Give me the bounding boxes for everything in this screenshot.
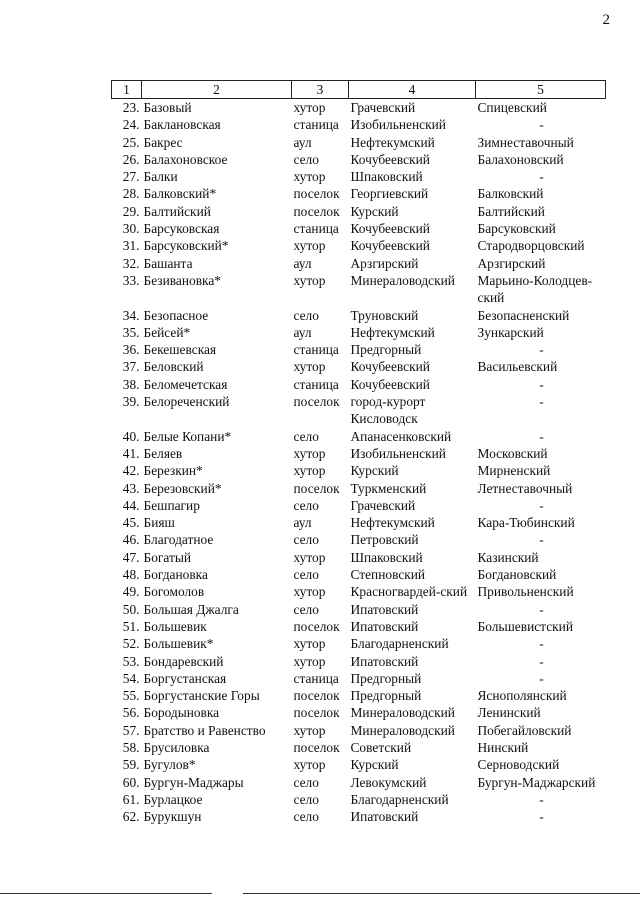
district: Изобильненский: [350, 445, 446, 461]
settlement-name: Бешпагир: [143, 497, 200, 513]
settlement-type: село: [293, 791, 319, 807]
settlement-name: Боргустанская: [143, 670, 227, 686]
row-number: 56.: [122, 705, 140, 721]
row-number: 45.: [122, 515, 140, 531]
settlement-type: село: [293, 532, 319, 548]
table-row: [112, 774, 606, 791]
settlement-type: станица: [293, 342, 339, 358]
municipality: Московский: [477, 445, 548, 461]
table-row: [112, 653, 606, 670]
table-row: [112, 151, 606, 168]
district: Шпаковский: [350, 549, 423, 565]
settlement-type: хутор: [293, 584, 326, 600]
municipality: Зункарский: [477, 324, 544, 340]
district: Предгорный: [350, 688, 422, 704]
settlement-type: село: [293, 774, 319, 790]
municipality: Марьино-Колодцев-ский: [477, 272, 593, 306]
municipality: Яснополянский: [477, 688, 567, 704]
row-number: 36.: [122, 342, 140, 358]
table-row: [112, 670, 606, 687]
settlement-type: село: [293, 809, 319, 825]
municipality: -: [539, 601, 544, 617]
district: Ипатовский: [350, 601, 419, 617]
settlement-type: поселок: [293, 186, 340, 202]
district: Предгорный: [350, 342, 422, 358]
settlement-type: поселок: [293, 203, 340, 219]
municipality: Богдановский: [477, 567, 557, 583]
settlement-type: село: [293, 601, 319, 617]
row-number: 25.: [122, 134, 140, 150]
municipality: Барсуковский: [477, 221, 556, 237]
settlement-name: Бугулов*: [143, 757, 196, 773]
row-number: 39.: [122, 394, 140, 410]
municipality: -: [539, 532, 544, 548]
settlement-type: поселок: [293, 618, 340, 634]
settlement-name: Богатый: [143, 549, 191, 565]
row-number: 30.: [122, 221, 140, 237]
settlement-name: Базовый: [143, 100, 192, 115]
settlement-type: станица: [293, 670, 339, 686]
district: Курский: [350, 203, 399, 219]
municipality: Стародворцовский: [477, 238, 585, 254]
table-row: [112, 480, 606, 497]
table-row: [112, 635, 606, 652]
table-row: [112, 255, 606, 272]
table-row: [112, 514, 606, 531]
row-number: 60.: [122, 774, 140, 790]
district: Кочубеевский: [350, 359, 430, 375]
table-row: [112, 791, 606, 808]
municipality: Балтийский: [477, 203, 545, 219]
settlement-name: Благодатное: [143, 532, 214, 548]
settlement-name: Балки: [143, 169, 178, 185]
municipality: -: [539, 809, 544, 825]
municipality: Привольненский: [477, 584, 574, 600]
table-row: [112, 341, 606, 358]
district: Красногвардей-ский: [350, 584, 468, 600]
district: Ипатовский: [350, 618, 419, 634]
table-row: [112, 497, 606, 514]
table-row: [112, 704, 606, 721]
row-number: 23.: [122, 100, 140, 115]
settlements-table: [111, 80, 605, 825]
settlement-name: Беляев: [143, 445, 183, 461]
settlement-type: аул: [293, 255, 312, 271]
district: Нефтекумский: [350, 324, 435, 340]
table-row: [112, 324, 606, 341]
district: Курский: [350, 757, 399, 773]
row-number: 24.: [122, 117, 140, 133]
row-number: 37.: [122, 359, 140, 375]
row-number: 54.: [122, 670, 140, 686]
row-number: 29.: [122, 203, 140, 219]
table-row: [112, 808, 606, 825]
table-row: [112, 756, 606, 773]
row-number: 61.: [122, 791, 140, 807]
row-number: 35.: [122, 324, 140, 340]
settlement-name: Бияш: [143, 515, 175, 531]
settlement-type: аул: [293, 134, 312, 150]
table-row: [112, 134, 606, 151]
row-number: 41.: [122, 445, 140, 461]
row-number: 42.: [122, 463, 140, 479]
row-number: 49.: [122, 584, 140, 600]
municipality: Зимнеставочный: [477, 134, 574, 150]
settlement-type: станица: [293, 221, 339, 237]
row-number: 27.: [122, 169, 140, 185]
row-number: 52.: [122, 636, 140, 652]
row-number: 51.: [122, 618, 140, 634]
table-row: [112, 272, 606, 307]
settlement-name: Балахоновское: [143, 151, 228, 167]
settlement-type: станица: [293, 117, 339, 133]
settlement-name: Белореченский: [143, 394, 230, 410]
row-number: 34.: [122, 307, 140, 323]
table-row: [112, 428, 606, 445]
settlement-name: Бурукшун: [143, 809, 202, 825]
settlement-type: хутор: [293, 100, 326, 115]
district: Левокумский: [350, 774, 427, 790]
settlement-name: Баклановская: [143, 117, 221, 133]
table-row: [112, 445, 606, 462]
settlement-name: Бейсей*: [143, 324, 191, 340]
district: Шпаковский: [350, 169, 423, 185]
settlement-name: Беломечетская: [143, 376, 228, 392]
municipality: Балахоновский: [477, 151, 564, 167]
settlement-name: Брусиловка: [143, 739, 210, 755]
settlement-type: поселок: [293, 394, 340, 410]
district: Благодарненский: [350, 791, 449, 807]
settlement-name: Большевик: [143, 618, 207, 634]
settlement-name: Барсуковская: [143, 221, 220, 237]
settlement-type: поселок: [293, 688, 340, 704]
municipality: Мирненский: [477, 463, 551, 479]
settlement-type: село: [293, 497, 319, 513]
municipality: -: [539, 636, 544, 652]
settlement-name: Беловский: [143, 359, 204, 375]
header-col-3: 3: [292, 81, 349, 99]
settlement-name: Балковский*: [143, 186, 217, 202]
row-number: 31.: [122, 238, 140, 254]
settlement-name: Бургун-Маджары: [143, 774, 244, 790]
table-row: [112, 203, 606, 220]
row-number: 44.: [122, 497, 140, 513]
settlement-type: хутор: [293, 722, 326, 738]
row-number: 28.: [122, 186, 140, 202]
header-col-4: 4: [349, 81, 476, 99]
settlement-name: Большая Джалга: [143, 601, 239, 617]
district: Минераловодский: [350, 705, 455, 721]
settlement-name: Березовский*: [143, 480, 222, 496]
district: Кочубеевский: [350, 221, 430, 237]
municipality: -: [539, 394, 544, 410]
municipality: -: [539, 169, 544, 185]
row-number: 46.: [122, 532, 140, 548]
municipality: Балковский: [477, 186, 544, 202]
row-number: 43.: [122, 480, 140, 496]
row-number: 26.: [122, 151, 140, 167]
settlement-type: село: [293, 307, 319, 323]
district: Арзгирский: [350, 255, 419, 271]
table-row: [112, 358, 606, 375]
table-row: [112, 531, 606, 548]
row-number: 58.: [122, 739, 140, 755]
settlement-name: Барсуковский*: [143, 238, 229, 254]
settlement-type: поселок: [293, 705, 340, 721]
district: Ипатовский: [350, 653, 419, 669]
municipality: -: [539, 791, 544, 807]
settlement-name: Бородыновка: [143, 705, 220, 721]
district: Апанасенковский: [350, 428, 452, 444]
settlement-type: село: [293, 428, 319, 444]
municipality: Спицевский: [477, 100, 547, 115]
municipality: -: [539, 342, 544, 358]
row-number: 33.: [122, 272, 140, 288]
district: Минераловодский: [350, 272, 455, 288]
row-number: 32.: [122, 255, 140, 271]
district: Степновский: [350, 567, 426, 583]
settlement-type: хутор: [293, 169, 326, 185]
municipality: Нинский: [477, 739, 529, 755]
header-col-2: 2: [142, 81, 292, 99]
table-row: [112, 566, 606, 583]
district: Благодарненский: [350, 636, 449, 652]
settlement-type: село: [293, 567, 319, 583]
settlement-type: хутор: [293, 238, 326, 254]
row-number: 62.: [122, 809, 140, 825]
row-number: 48.: [122, 567, 140, 583]
district: Грачевский: [350, 100, 416, 115]
settlement-name: Безопасное: [143, 307, 209, 323]
settlement-type: село: [293, 151, 319, 167]
district: Курский: [350, 463, 399, 479]
district: Грачевский: [350, 497, 416, 513]
district: Кочубеевский: [350, 376, 430, 392]
municipality: -: [539, 117, 544, 133]
settlement-name: Безивановка*: [143, 272, 221, 288]
settlement-name: Бондаревский: [143, 653, 224, 669]
municipality: Безопасненский: [477, 307, 570, 323]
settlement-name: Березкин*: [143, 463, 203, 479]
table-row: [112, 116, 606, 133]
municipality: -: [539, 428, 544, 444]
municipality: -: [539, 497, 544, 513]
header-col-1: 1: [112, 81, 142, 99]
row-number: 47.: [122, 549, 140, 565]
settlement-name: Боргустанские Горы: [143, 688, 260, 704]
municipality: Казинский: [477, 549, 539, 565]
row-number: 55.: [122, 688, 140, 704]
table-row: [112, 601, 606, 618]
district: Кочубеевский: [350, 238, 430, 254]
settlement-type: хутор: [293, 757, 326, 773]
table-row: [112, 722, 606, 739]
district: Предгорный: [350, 670, 422, 686]
settlement-name: Белые Копани*: [143, 428, 232, 444]
municipality: -: [539, 653, 544, 669]
footer-rule-right: [243, 893, 640, 894]
settlement-type: хутор: [293, 636, 326, 652]
row-number: 59.: [122, 757, 140, 773]
municipality: Ленинский: [477, 705, 541, 721]
row-number: 40.: [122, 428, 140, 444]
settlement-name: Балтийский: [143, 203, 211, 219]
municipality: Васильевский: [477, 359, 558, 375]
table-row: [112, 393, 606, 428]
district: Советский: [350, 739, 412, 755]
table-row: [112, 739, 606, 756]
municipality: -: [539, 670, 544, 686]
settlement-type: поселок: [293, 480, 340, 496]
row-number: 57.: [122, 722, 140, 738]
district: Изобильненский: [350, 117, 446, 133]
district: Петровский: [350, 532, 419, 548]
district: Кочубеевский: [350, 151, 430, 167]
row-number: 50.: [122, 601, 140, 617]
district: город-курорт Кисловодск: [350, 394, 426, 427]
settlement-type: аул: [293, 324, 312, 340]
settlement-type: хутор: [293, 272, 326, 288]
table-row: [112, 220, 606, 237]
district: Георгиевский: [350, 186, 429, 202]
municipality: Бургун-Маджарский: [477, 774, 596, 790]
settlement-name: Большевик*: [143, 636, 214, 652]
settlement-type: аул: [293, 515, 312, 531]
municipality: Большевистский: [477, 618, 573, 634]
settlement-type: хутор: [293, 359, 326, 375]
settlement-type: хутор: [293, 653, 326, 669]
row-number: 53.: [122, 653, 140, 669]
settlement-type: хутор: [293, 549, 326, 565]
district: Труновский: [350, 307, 419, 323]
municipality: Кара-Тюбинский: [477, 515, 575, 531]
page-number: 2: [602, 12, 610, 28]
district: Минераловодский: [350, 722, 455, 738]
settlement-name: Богомолов: [143, 584, 205, 600]
table-row: [112, 237, 606, 254]
table-row: [112, 462, 606, 479]
municipality: Летнеставочный: [477, 480, 573, 496]
row-number: 38.: [122, 376, 140, 392]
table-row: [112, 687, 606, 704]
settlement-name: Башанта: [143, 255, 193, 271]
table-row: [112, 618, 606, 635]
settlement-name: Бакрес: [143, 134, 183, 150]
table-row: [112, 549, 606, 566]
table-row: [112, 583, 606, 600]
table-row: [112, 99, 606, 117]
table-row: [112, 376, 606, 393]
settlement-type: хутор: [293, 445, 326, 461]
district: Нефтекумский: [350, 134, 435, 150]
settlement-name: Богдановка: [143, 567, 208, 583]
footer-rule-left: [0, 893, 212, 894]
district: Ипатовский: [350, 809, 419, 825]
settlement-name: Бекешевская: [143, 342, 217, 358]
header-col-5: 5: [476, 81, 606, 99]
municipality: Побегайловский: [477, 722, 572, 738]
settlement-name: Бурлацкое: [143, 791, 203, 807]
district: Туркменский: [350, 480, 427, 496]
settlement-type: поселок: [293, 739, 340, 755]
table-row: [112, 185, 606, 202]
settlement-type: хутор: [293, 463, 326, 479]
municipality: -: [539, 376, 544, 392]
table-header-row: [112, 81, 606, 99]
table-row: [112, 307, 606, 324]
municipality: Серноводский: [477, 757, 560, 773]
municipality: Арзгирский: [477, 255, 546, 271]
table-row: [112, 168, 606, 185]
settlement-name: Братство и Равенство: [143, 722, 266, 738]
settlement-type: станица: [293, 376, 339, 392]
district: Нефтекумский: [350, 515, 435, 531]
